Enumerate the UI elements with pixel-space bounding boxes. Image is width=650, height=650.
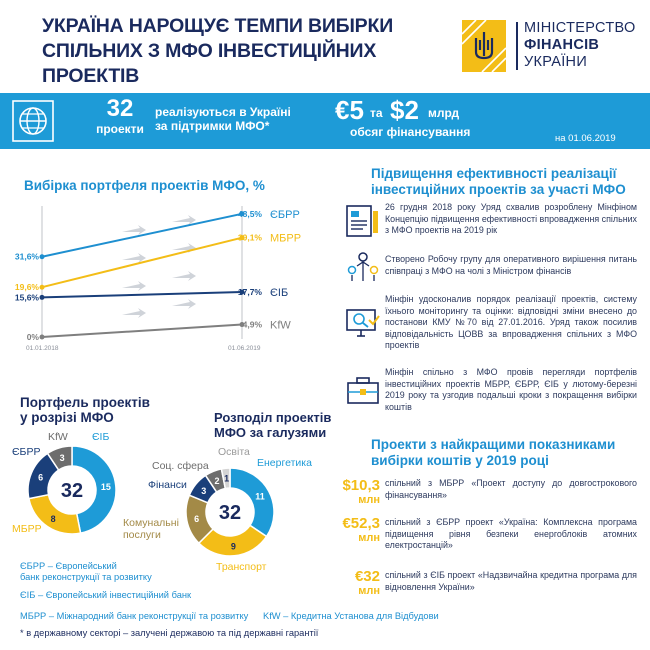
slice-label-єбрр: ЄБРР (12, 446, 41, 458)
slice-value-транспорт: 9 (230, 541, 236, 552)
best-project-3: спільний з ЄІБ проект «Надзвичайна кредитна програма для відновлення України» (385, 570, 637, 592)
ministry-line-3: УКРАЇНИ (524, 54, 588, 70)
report-date: на 01.06.2019 (555, 133, 616, 144)
label-end-мбрр: 39,1% (237, 232, 262, 243)
financing-label: обсяг фінансування (350, 125, 471, 139)
x-tick-end: 01.06.2019 (228, 345, 261, 352)
label-start-єіб: 15,6% (14, 292, 39, 303)
monitor-search-icon (345, 306, 381, 342)
legend-ibrd: МБРР – Міжнародний банк реконструкції та розвитку (20, 611, 249, 621)
slice-value-kfw: 3 (59, 452, 65, 463)
footnote: * в державному секторі – залучені державою та під державні гарантії (20, 628, 319, 638)
banner-desc-line-1: реалізуються в Україні (155, 105, 291, 119)
slice-label-фінанси: Фінанси (148, 479, 187, 491)
legend-eib: ЄІБ – Європейський інвестиційний банк (20, 590, 192, 600)
portfolio-title-line-1: Портфель проектів (20, 395, 150, 410)
slice-value-освіта: 1 (224, 473, 230, 484)
best-amount-3 (320, 569, 380, 599)
series-name-kfw: KfW (270, 319, 291, 332)
sectors-donut-chart (120, 440, 320, 580)
label-start-єбрр: 31,6% (14, 251, 39, 262)
best-amount-1-unit: млн (358, 494, 380, 506)
slice-value-мбрр: 8 (50, 513, 56, 524)
projects-count: 32 (106, 95, 134, 122)
briefcase-icon (345, 372, 381, 408)
title-line-1: УКРАЇНА НАРОЩУЄ ТЕМПИ ВИБІРКИ (42, 15, 394, 37)
best-project-2: спільний з ЄБРР проект «Україна: Комплексна програма підвищення рівня безпеки енергоблоків атомних електростанцій» (385, 517, 637, 550)
banner-desc-line-2: за підтримки МФО* (155, 119, 270, 133)
portfolio-title (20, 395, 150, 425)
label-start-мбрр: 19,6% (14, 282, 39, 293)
team-icon (345, 248, 381, 284)
slice-label-комунальні-послуги: послуги (123, 529, 161, 541)
series-name-єіб: ЄІБ (270, 287, 289, 300)
slice-value-єіб: 15 (100, 482, 111, 493)
sectors-title (214, 410, 331, 440)
globe-icon (12, 100, 54, 142)
amount-usd: $2 (390, 95, 419, 125)
slice-label-комунальні-послуги: Комунальні (123, 517, 179, 529)
label-start-kfw: 0% (26, 332, 39, 342)
series-line-єіб (42, 292, 242, 297)
best-amount-2-unit: млн (358, 532, 380, 544)
trend-arrow-icon (122, 225, 146, 235)
portfolio-donut-chart (8, 428, 138, 558)
slice-label-соц-сфера: Соц. сфера (152, 460, 209, 472)
slice-value-комунальні-послуги: 6 (194, 514, 200, 525)
best-title-line-2: вибірки коштів у 2019 році (371, 453, 549, 468)
ministry-line-2: ФІНАНСІВ (524, 37, 600, 53)
best-amount-1-value: $10,3 (342, 477, 380, 494)
best-project-1: спільний з МБРР «Проект доступу до довгострокового фінансування» (385, 478, 637, 500)
slice-value-єбрр: 6 (38, 472, 44, 483)
trend-arrow-icon (172, 299, 196, 309)
best-amount-1 (320, 478, 380, 508)
donut-center-value: 32 (218, 502, 242, 524)
title-line-2: СПІЛЬНИХ З МФО ІНВЕСТИЦІЙНИХ ПРОЕКТІВ (42, 40, 377, 87)
best-projects-title (371, 437, 641, 469)
point-start-єбрр (40, 254, 45, 259)
series-line-єбрр (42, 214, 242, 257)
best-amount-3-unit: млн (358, 585, 380, 597)
efficiency-title-line-1: Підвищення ефективності реалізації (371, 166, 617, 181)
series-line-kfw (42, 325, 242, 337)
slice-label-kfw: KfW (48, 431, 68, 443)
amount-eur: €5 (335, 95, 364, 125)
sectors-title-line-1: Розподіл проектів (214, 410, 332, 425)
donut-center-value: 32 (60, 480, 84, 502)
best-amount-2-value: €52,3 (342, 515, 380, 532)
best-amount-3-value: €32 (354, 568, 380, 585)
banner-description (155, 105, 305, 133)
legend-kfw: KfW – Кредитна Установа для Відбудови (263, 611, 439, 621)
legend-ebrd-line-2: банк реконструкції та розвитку (20, 572, 152, 582)
point-start-мбрр (40, 285, 45, 290)
portfolio-title-line-2: у розрізі МФО (20, 410, 114, 425)
series-name-мбрр: МБРР (270, 232, 302, 245)
trend-arrow-icon (122, 308, 146, 318)
series-name-єбрр: ЄБРР (270, 208, 300, 221)
slice-label-єіб: ЄІБ (92, 431, 110, 443)
label-end-kfw: 4,9% (242, 319, 262, 330)
ministry-divider (516, 22, 518, 70)
ministry-name (524, 20, 636, 71)
slice-label-транспорт: Транспорт (216, 561, 267, 573)
slice-label-освіта: Освіта (218, 446, 250, 458)
label-end-єіб: 17,7% (237, 287, 262, 298)
slice-value-соц-сфера: 2 (214, 476, 220, 487)
slice-label-мбрр: МБРР (12, 523, 42, 535)
label-end-єбрр: 48,5% (237, 208, 262, 219)
ministry-line-1: МІНІСТЕРСТВО (524, 20, 636, 36)
efficiency-item-1: 26 грудня 2018 року Уряд схвалив розроблену Мінфіном Концепцію підвищення ефективності впровадження спільних з МФО проектів на 2019 рік (385, 202, 637, 235)
page-title (42, 14, 442, 89)
trend-arrow-icon (172, 271, 196, 281)
line-chart (12, 200, 312, 360)
efficiency-title-line-2: інвестиційних проектів за участі МФО (371, 182, 626, 197)
sectors-title-line-2: МФО за галузями (214, 425, 327, 440)
point-start-kfw (40, 335, 45, 340)
x-tick-start: 01.01.2018 (26, 345, 59, 352)
series-line-мбрр (42, 238, 242, 288)
slice-value-фінанси: 3 (201, 485, 207, 496)
trend-arrow-icon (122, 281, 146, 291)
ministry-emblem-icon (454, 16, 510, 72)
efficiency-title (371, 166, 641, 198)
efficiency-item-2: Створено Робочу групу для оперативного вирішення питань співпраці з МФО на чолі з Міністром фінансів (385, 254, 637, 276)
slice-label-енергетика: Енергетика (257, 457, 312, 469)
legend-ebrd (20, 561, 152, 583)
efficiency-item-4: Мінфін спільно з МФО провів перегляди портфелів інвестиційних проектів МБРР, ЄБРР, ЄІБ у лютому-березні 2019 року та узгодив подальші кроки з покращення вибірки коштів (385, 367, 637, 412)
legend-ebrd-line-1: ЄБРР – Європейський (20, 561, 117, 571)
amount-unit: млрд (428, 106, 460, 120)
projects-label: проекти (96, 122, 144, 136)
best-amount-2 (320, 516, 380, 546)
best-title-line-1: Проекти з найкращими показниками (371, 437, 616, 452)
slice-value-енергетика: 11 (255, 491, 265, 502)
efficiency-item-3: Мінфін удосконалив порядок реалізації проектів, систему їхнього моніторингу та оцінки: відповідні зміни внесено до постанови КМУ №70 від 27.01.2016. Уряд також посилив відповідальність ЦОВВ за впровадження спільних з МФО проектів (385, 294, 637, 350)
amount-conjunction: та (370, 106, 383, 120)
document-icon (345, 203, 381, 239)
point-start-єіб (40, 295, 45, 300)
line-chart-title: Вибірка портфеля проектів МФО, % (24, 178, 265, 193)
